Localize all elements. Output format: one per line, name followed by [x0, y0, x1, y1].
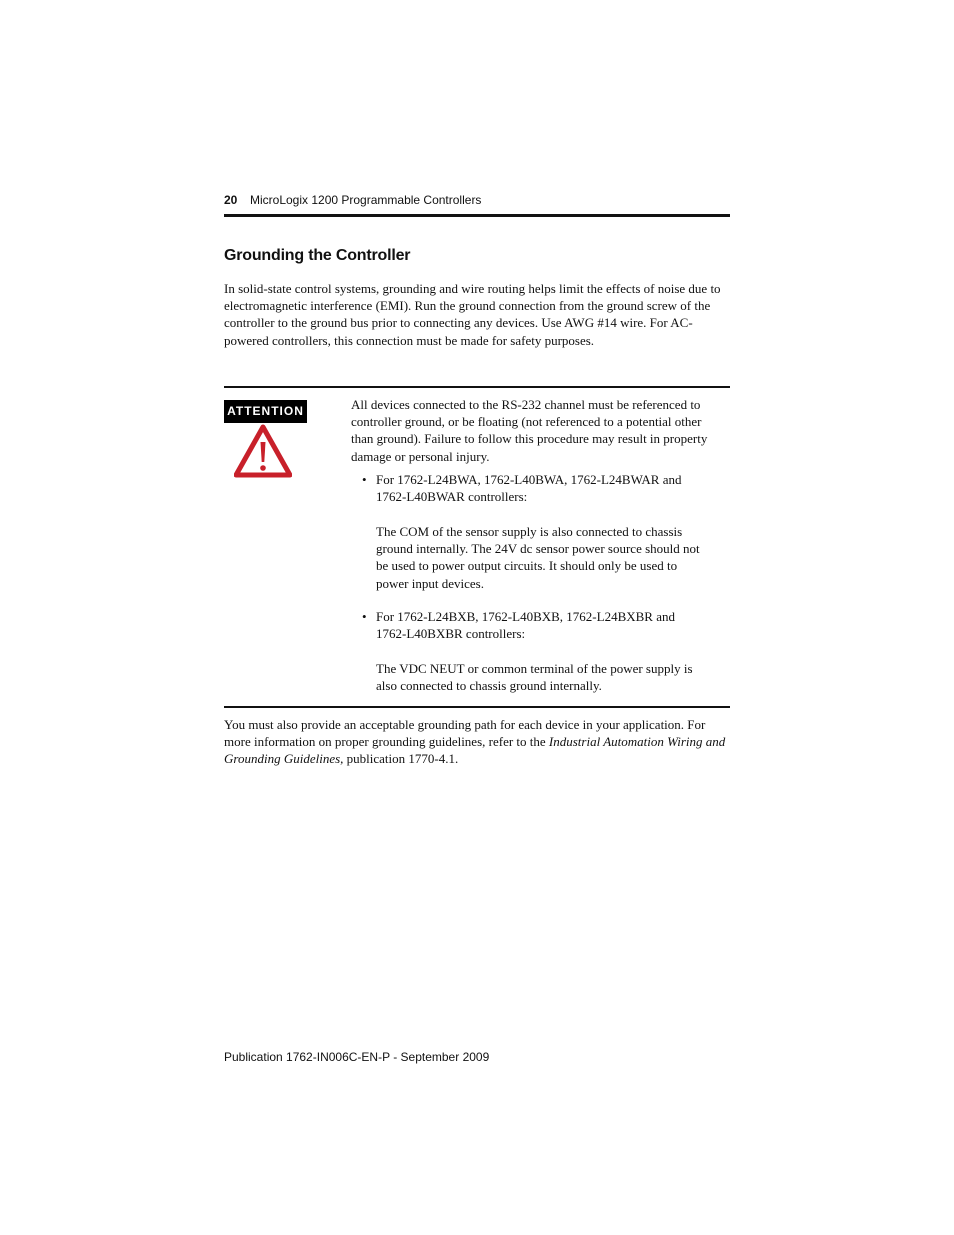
- running-title: MicroLogix 1200 Programmable Controllers: [250, 193, 482, 207]
- closing-text-end: publication 1770-4.1.: [343, 751, 459, 767]
- publication-footer: Publication 1762-IN006C-EN-P - September 2009: [224, 1050, 490, 1064]
- bullet-detail: The VDC NEUT or common terminal of the power supply is also connected to chassis ground internally.: [376, 661, 693, 694]
- closing-paragraph: [224, 716, 730, 768]
- referenced-publication-title: Industrial Automation Wiring and Grounding Guidelines,: [224, 734, 726, 767]
- warning-triangle-icon: [234, 424, 292, 478]
- section-title: Grounding the Controller: [224, 247, 411, 264]
- intro-paragraph: In solid-state control systems, grounding and wire routing helps limit the effects of noise due to electromagnetic interference (EMI). Run the ground connection from the ground screw of the controller to the ground bus prior to connecting any devices. Use AWG #14 wire. For AC-powered controllers, this connection must be made for safety purposes.: [224, 281, 721, 348]
- attention-box-top-rule: [224, 386, 730, 388]
- bullet-marker: •: [362, 472, 367, 487]
- attention-box-bottom-rule: [224, 706, 730, 708]
- header-rule: [224, 214, 730, 217]
- bullet-text: For 1762-L24BXB, 1762-L40BXB, 1762-L24BXBR and 1762-L40BXBR controllers:: [376, 609, 675, 642]
- bullet-detail: The COM of the sensor supply is also connected to chassis ground internally. The 24V dc sensor power source should not be used to power output circuits. It should only be used to power input devices.: [376, 524, 700, 591]
- attention-badge: ATTENTION: [224, 400, 307, 423]
- closing-text: You must also provide an acceptable grounding path for each device in your application. For more information on proper grounding guidelines, refer to the: [224, 717, 706, 750]
- bullet-text: For 1762-L24BWA, 1762-L40BWA, 1762-L24BWAR and 1762-L40BWAR controllers:: [376, 472, 682, 505]
- bullet-marker: •: [362, 609, 367, 624]
- page-number: 20: [224, 193, 238, 207]
- running-header: [224, 192, 730, 208]
- attention-text: All devices connected to the RS-232 channel must be referenced to controller ground, or be floating (not referenced to a potential other than ground). Failure to follow this procedure may result in property damage or personal injury.: [351, 397, 708, 464]
